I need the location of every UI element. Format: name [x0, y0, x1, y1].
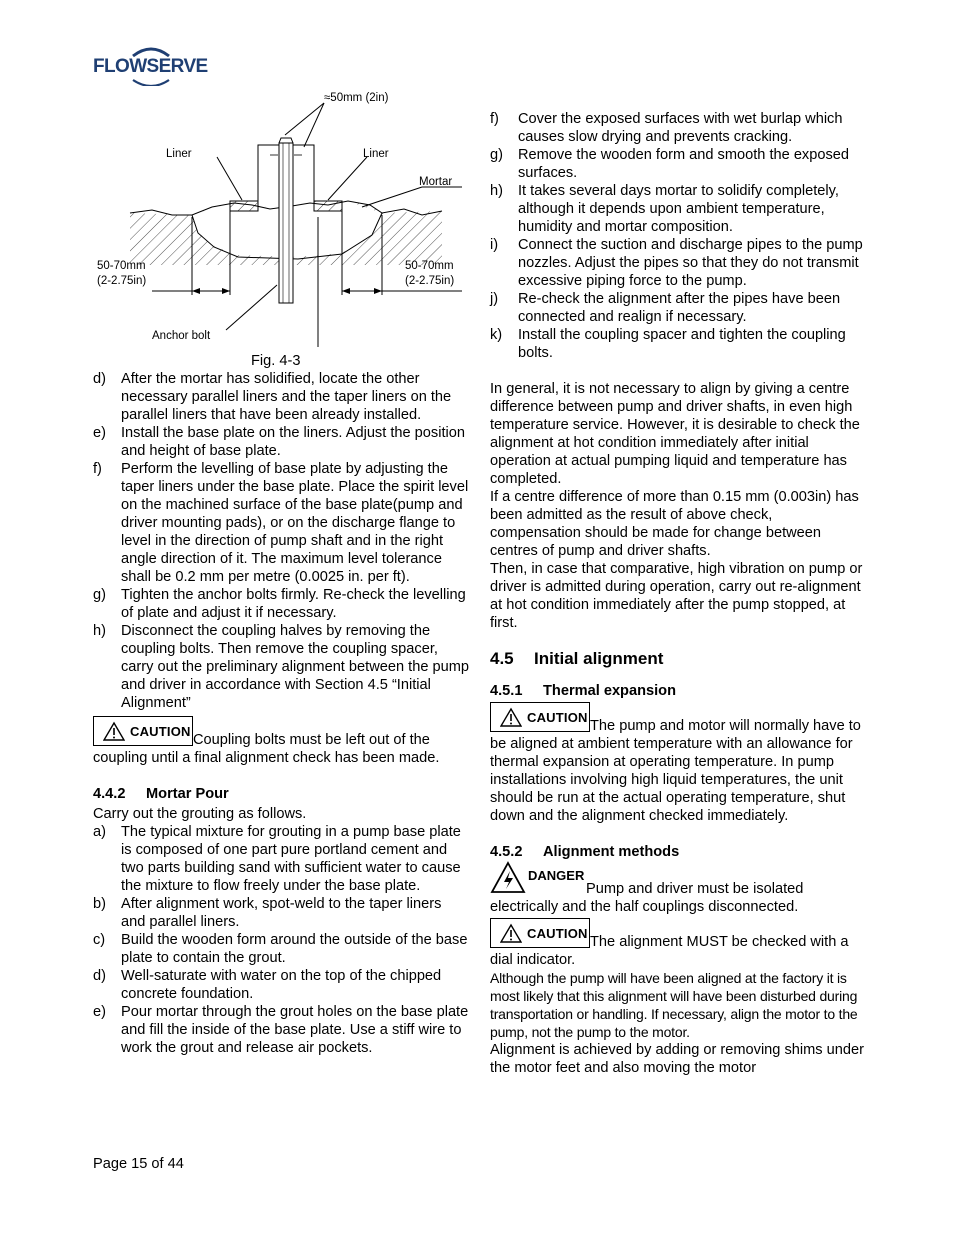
list-item: g) Remove the wooden form and smooth the exposed surfaces.: [490, 147, 849, 181]
caution-note: CAUTION The pump and motor will normally have to be aligned at ambient temperature with an allowance for thermal expansion at operating temperature. In pump installations involving high liquid temperatures, the unit should be run at the actual operating temperature, shut down and the alignment checked immediately.: [490, 702, 866, 825]
list-item: e) Install the base plate on the liners. Adjust the position and height of base plate.: [93, 425, 465, 459]
section-heading-4-5-2: 4.5.2 Alignment methods: [490, 844, 680, 860]
caution-badge: CAUTION: [93, 716, 193, 746]
list-item: j) Re-check the alignment after the pipes have been connected and realign if necessary.: [490, 291, 841, 325]
page-number: Page 15 of 44: [93, 1156, 184, 1172]
left-column: [93, 370, 469, 1057]
list-item: c) Build the wooden form around the outside of the base plate to contain the grout.: [93, 932, 468, 966]
list-item: i) Connect the suction and discharge pipes to the pump nozzles. Adjust the pipes so that they do not transmit excessive piping force to the pump.: [490, 237, 863, 289]
fig-label-mortar: Mortar: [419, 176, 453, 188]
list-item: k) Install the coupling spacer and tighten the coupling bolts.: [490, 327, 846, 361]
list-item: f) Perform the levelling of base plate by adjusting the taper liners under the base plate. Place the spirit level on the machined surface of the base plate(pump and driver mounting pads), or on the discharge flange to level in the direction of pump shaft and in the right angle direction of it. The maximum level tolerance shall be 0.2 mm per metre (0.0025 in. per ft).: [93, 461, 469, 585]
section-heading-4-5-1: 4.5.1 Thermal expansion: [490, 683, 677, 699]
list-item: d) Well-saturate with water on the top of the chipped concrete foundation.: [93, 968, 442, 1002]
section-heading-4-5: 4.5 Initial alignment: [490, 649, 664, 668]
fig-label-dist-right-2: (2-2.75in): [405, 275, 455, 287]
fig-label-dist-left-2: (2-2.75in): [97, 275, 147, 287]
list-item: a) The typical mixture for grouting in a pump base plate is composed of one part pure portland cement and two parts building sand with sufficient water to cause the mixture to flow freely under the base plate.: [93, 824, 461, 894]
fig-label-anchor: Anchor bolt: [152, 330, 211, 342]
list-item: e) Pour mortar through the grout holes on the base plate and fill the inside of the base plate. Use a stiff wire to work the grout and release air pockets.: [93, 1004, 469, 1056]
caution-badge: CAUTION: [490, 702, 590, 732]
right-column: [490, 110, 866, 1077]
list-item: h) It takes several days mortar to solidify completely, although it depends upon ambient temperature, humidity and mortar composition.: [490, 183, 839, 235]
paragraph: If a centre difference of more than 0.15 mm (0.003in) has been admitted as the result of above check, compensation should be made for change between centres of pump and driver shafts.: [490, 489, 859, 559]
paragraph: Alignment is achieved by adding or removing shims under the motor feet and also moving the motor: [490, 1042, 864, 1076]
list-item: d) After the mortar has solidified, locate the other necessary parallel liners and the taper liners on the parallel liners that have been already installed.: [93, 371, 452, 423]
fig-label-gap: ≈50mm (2in): [324, 92, 389, 104]
caution-badge: CAUTION: [490, 918, 590, 948]
danger-note: DANGER Pump and driver must be isolated electrically and the half couplings disconnected.: [490, 865, 866, 916]
intro-text: Carry out the grouting as follows.: [93, 806, 307, 822]
fig-label-dist-right-1: 50-70mm: [405, 260, 454, 272]
warning-triangle-icon: [103, 721, 125, 741]
logo-text: FLOWSERVE: [93, 56, 208, 77]
warning-triangle-icon: [500, 923, 522, 943]
grout-diagram: [92, 85, 472, 355]
paragraph: Although the pump will have been aligned at the factory it is most likely that this alignment will have been disturbed during transportation or handling. If necessary, align the motor to the pump, not the pump to the motor.: [490, 970, 858, 1040]
fig-label-dist-left-1: 50-70mm: [97, 260, 146, 272]
figure-4-3: [92, 85, 472, 355]
paragraph: Then, in case that comparative, high vibration on pump or driver is admitted during operation, carry out re-alignment at hot condition immediately after the pump stopped, at first.: [490, 561, 863, 631]
fig-label-liner-right: Liner: [363, 148, 389, 160]
list-item: f) Cover the exposed surfaces with wet burlap which causes slow drying and prevents cracking.: [490, 111, 843, 145]
flowserve-logo: [93, 44, 208, 86]
list-item: h) Disconnect the coupling halves by removing the coupling bolts. Then remove the coupling spacer, carry out the preliminary alignment between the pump and driver in accordance with Section 4.5 “Initial Alignment”: [93, 623, 469, 711]
warning-triangle-icon: [500, 707, 522, 727]
danger-badge: DANGER: [490, 865, 586, 895]
fig-label-liner-left: Liner: [166, 148, 192, 160]
caution-note: CAUTION Coupling bolts must be left out of the coupling until a final alignment check has been made.: [93, 716, 469, 767]
section-heading: 4.4.2 Mortar Pour: [93, 786, 229, 802]
paragraph: In general, it is not necessary to align by giving a centre difference between pump and driver shafts, in even high temperature service. However, it is desirable to check the alignment at hot condition immediately after initial operation at actual pumping liquid and temperature has completed.: [490, 381, 860, 487]
figure-caption: Fig. 4-3: [251, 353, 301, 369]
electrical-danger-icon: [490, 861, 526, 895]
list-item: g) Tighten the anchor bolts firmly. Re-check the levelling of plate and adjust it if necessary.: [93, 587, 466, 621]
list-item: b) After alignment work, spot-weld to the taper liners and parallel liners.: [93, 896, 442, 930]
caution-note: CAUTION The alignment MUST be checked with a dial indicator.: [490, 918, 866, 969]
